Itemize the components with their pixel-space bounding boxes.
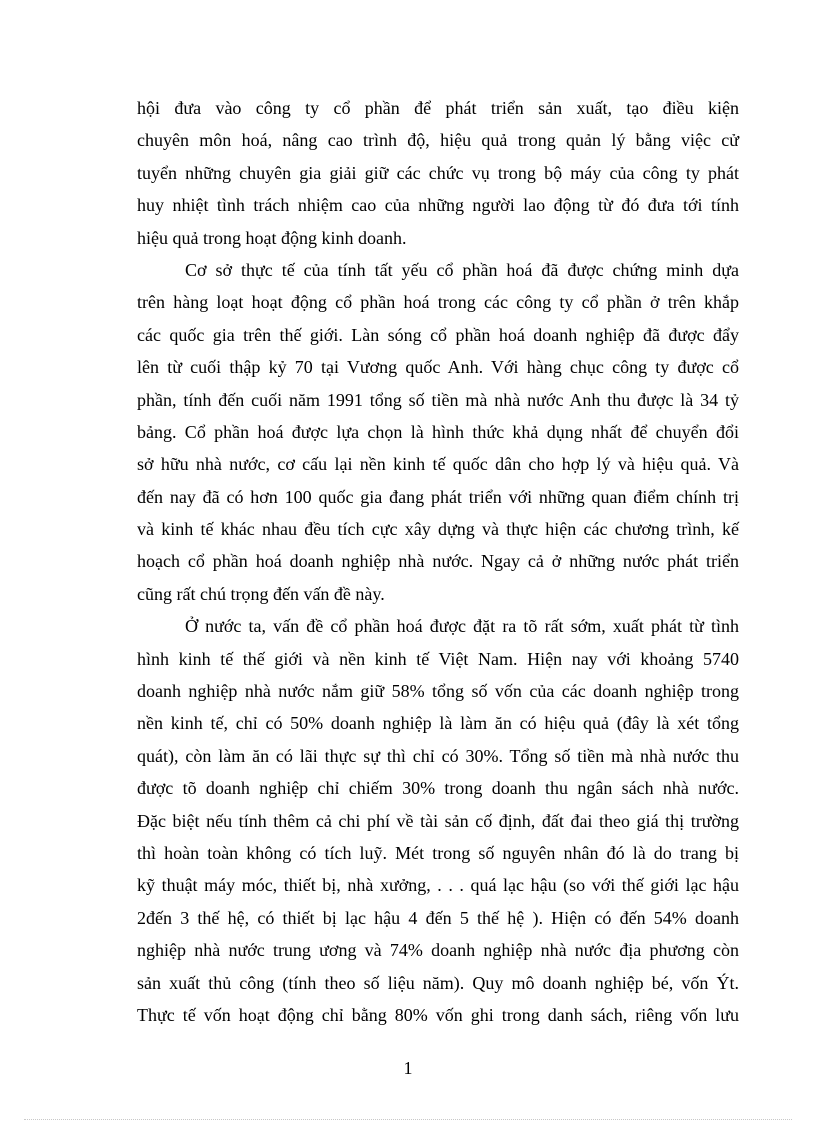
document-body	[137, 92, 739, 1031]
text-line: các quốc gia trên thế giới. Làn sóng cổ phần hoá doanh nghiệp đã được đẩy	[137, 324, 739, 345]
text-line: chuyên môn hoá, nâng cao trình độ, hiệu quả trong quản lý bằng việc cử	[137, 130, 739, 151]
text-line: nghiệp nhà nước trung ương và 74% doanh nghiệp nhà nước địa phương còn	[137, 940, 739, 961]
text-line: nền kinh tế, chỉ có 50% doanh nghiệp là làm ăn có hiệu quả (đây là xét tổng	[137, 713, 739, 734]
text-line: đến nay đã có hơn 100 quốc gia đang phát triển với những quan điểm chính trị	[137, 486, 739, 507]
page-number: 1	[403, 1058, 413, 1078]
text-line: sản xuất thủ công (tính theo số liệu năm). Quy mô doanh nghiệp bé, vốn Ýt.	[137, 972, 739, 993]
text-line: hội đưa vào công ty cổ phần để phát triển sản xuất, tạo điều kiện	[137, 98, 739, 118]
text-line: và kinh tế khác nhau đều tích cực xây dựng và thực hiện các chương trình, kế	[137, 519, 739, 540]
page-bottom-divider	[24, 1119, 792, 1120]
text-line: tuyển những chuyên gia giải giữ các chức vụ trong bộ máy của công ty phát	[137, 162, 739, 183]
text-line: cũng rất chú trọng đến vấn đề này.	[137, 583, 385, 604]
text-line: quát), còn làm ăn có lãi thực sự thì chỉ có 30%. Tổng số tiền mà nhà nước thu	[137, 745, 739, 766]
text-line: 2đến 3 thế hệ, có thiết bị lạc hậu 4 đến 5 thế hệ ). Hiện có đến 54% doanh	[137, 907, 739, 928]
text-line: kỹ thuật máy móc, thiết bị, nhà xưởng, . . . quá lạc hậu (so với thế giới lạc hậu	[137, 875, 739, 896]
text-line: được tõ doanh nghiệp chỉ chiếm 30% trong doanh thu ngân sách nhà nước.	[137, 778, 739, 799]
text-line: phần, tính đến cuối năm 1991 tổng số tiền mà nhà nước Anh thu được là 34 tỷ	[137, 389, 739, 410]
text-line: sở hữu nhà nước, cơ cấu lại nền kinh tế quốc dân cho hợp lý và hiệu quả. Và	[137, 454, 739, 475]
text-line: Đặc biệt nếu tính thêm cả chi phí về tài sản cố định, đất đai theo giá thị trường	[137, 810, 739, 831]
text-line: Ở nước ta, vấn đề cổ phần hoá được đặt ra tõ rất sớm, xuất phát từ tình	[185, 616, 739, 637]
text-line: huy nhiệt tình trách nhiệm cao của những người lao động từ đó đưa tới tính	[137, 195, 739, 216]
text-line: thì hoàn toàn không có tích luỹ. Mét trong số nguyên nhân đó là do trang bị	[137, 842, 739, 863]
text-line: hiệu quả trong hoạt động kinh doanh.	[137, 227, 407, 248]
text-line: bảng. Cổ phần hoá được lựa chọn là hình thức khả dụng nhất để chuyển đổi	[137, 421, 739, 442]
text-line: Thực tế vốn hoạt động chỉ bằng 80% vốn ghi trong danh sách, riêng vốn lưu	[137, 1004, 739, 1025]
text-line: Cơ sở thực tế của tính tất yếu cổ phần hoá đã được chứng minh dựa	[185, 259, 739, 280]
text-line: trên hàng loạt hoạt động cổ phần hoá trong các công ty cổ phần ở trên khắp	[137, 292, 739, 313]
text-line: hình kinh tế thế giới và nền kinh tế Việt Nam. Hiện nay với khoảng 5740	[137, 648, 739, 669]
text-line: hoạch cổ phần hoá doanh nghiệp nhà nước. Ngay cả ở những nước phát triển	[137, 551, 739, 572]
text-line: lên từ cuối thập kỷ 70 tại Vương quốc Anh. Với hàng chục công ty được cổ	[137, 357, 739, 378]
text-line: doanh nghiệp nhà nước nắm giữ 58% tổng số vốn của các doanh nghiệp trong	[137, 681, 739, 702]
